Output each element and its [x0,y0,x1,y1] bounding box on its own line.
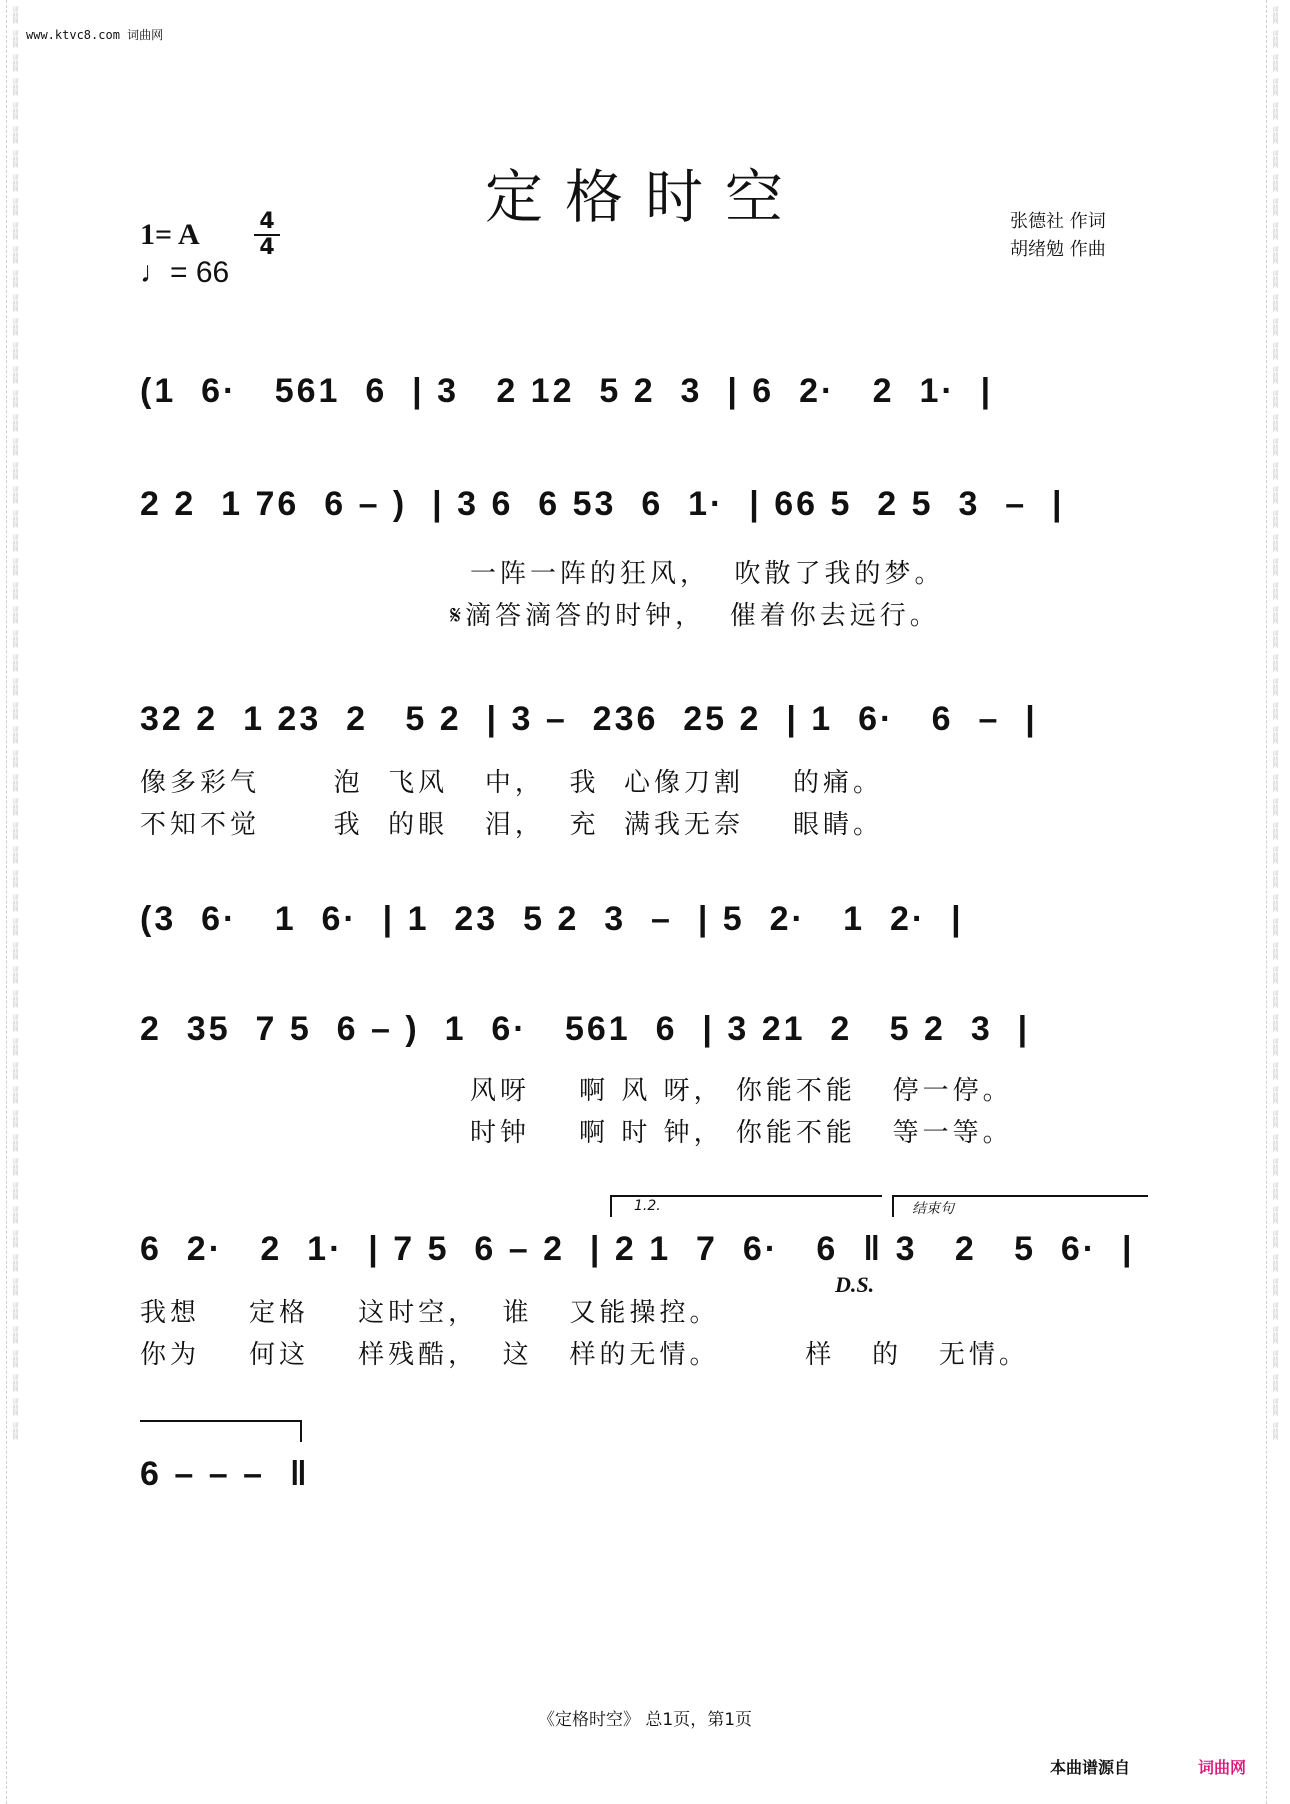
lyric-row-5-verse-2: 时钟 啊 时 钟， 你能不能 等一等。 [470,1118,1013,1148]
edge-watermark-text: 词曲网 [1271,270,1278,288]
edge-watermark-text: 词曲网 [1271,726,1278,744]
edge-watermark-text: 词曲网 [11,942,18,960]
edge-watermark-text: 词曲网 [11,486,18,504]
credits [1010,208,1106,264]
edge-watermark-text: 词曲网 [11,174,18,192]
lyric-row-3-verse-2: 不知不觉 我 的眼 泪， 充 满我无奈 眼睛。 [140,810,884,840]
edge-watermark-text: 词曲网 [1271,750,1278,768]
lyric-row-2-verse-1: 一阵一阵的狂风， 吹散了我的梦。 [470,559,945,589]
edge-watermark-text: 词曲网 [11,894,18,912]
edge-watermark-text: 词曲网 [1271,1350,1278,1368]
edge-watermark-text: 词曲网 [1271,678,1278,696]
edge-watermark-text: 词曲网 [1271,1398,1278,1416]
volta-ending-continuation [140,1420,302,1442]
notation-row-1: (1 6· 561 6 | 3 2 12 5 2 3 | 6 2· 2 1· | [140,372,994,410]
edge-watermark-text: 词曲网 [11,1206,18,1224]
edge-watermark-text: 词曲网 [1271,390,1278,408]
edge-watermark-text: 词曲网 [11,606,18,624]
edge-watermark-text: 词曲网 [11,126,18,144]
source-label: 本曲谱源自 [1050,1758,1131,1777]
notation-row-4: (3 6· 1 6· | 1 23 5 2 3 – | 5 2· 1 2· | [140,900,964,938]
edge-watermark-text: 词曲网 [11,414,18,432]
edge-watermark-text: 词曲网 [11,966,18,984]
edge-watermark-text: 词曲网 [11,822,18,840]
edge-watermark-text: 词曲网 [1271,54,1278,72]
edge-watermark-text: 词曲网 [1271,1230,1278,1248]
edge-watermark-text: 词曲网 [1271,606,1278,624]
lyric-row-6-verse-2: 你为 何这 样残酷， 这 样的无情。 样 的 无情。 [140,1340,1029,1370]
edge-watermark-text: 词曲网 [11,534,18,552]
edge-watermark-text: 词曲网 [11,1350,18,1368]
edge-watermark-text: 词曲网 [1271,222,1278,240]
page-footer: 《定格时空》 总1页，第1页 [537,1710,753,1730]
left-edge-watermark [6,0,25,1804]
edge-watermark-text: 词曲网 [1271,534,1278,552]
edge-watermark-text: 词曲网 [1271,462,1278,480]
edge-watermark-text: 词曲网 [1271,1278,1278,1296]
edge-watermark-text: 词曲网 [1271,558,1278,576]
edge-watermark-text: 词曲网 [11,54,18,72]
volta-ending-label: 结束句 [912,1201,954,1217]
edge-watermark-text: 词曲网 [1271,918,1278,936]
edge-watermark-text: 词曲网 [11,222,18,240]
edge-watermark-text: 词曲网 [11,750,18,768]
song-title: 定格时空 [484,163,805,231]
edge-watermark-text: 词曲网 [1271,246,1278,264]
edge-watermark-text: 词曲网 [11,1014,18,1032]
edge-watermark-text: 词曲网 [11,102,18,120]
site-watermark[interactable]: www.ktvc8.com 词曲网 [26,28,164,42]
edge-watermark-text: 词曲网 [11,1254,18,1272]
edge-watermark-text: 词曲网 [11,1086,18,1104]
lyric-row-6-verse-1: 我想 定格 这时空， 谁 又能操控。 [140,1298,720,1328]
edge-watermark-text: 词曲网 [11,990,18,1008]
notation-row-3: 32 2 1 23 2 5 2 | 3 – 236 25 2 | 1 6· 6 – | [140,700,1038,738]
edge-watermark-text: 词曲网 [11,582,18,600]
edge-watermark-text: 词曲网 [1271,870,1278,888]
edge-watermark-text: 词曲网 [11,510,18,528]
edge-watermark-text: 词曲网 [1271,438,1278,456]
edge-watermark-text: 词曲网 [11,462,18,480]
edge-watermark-text: 词曲网 [1271,102,1278,120]
edge-watermark-text: 词曲网 [11,1230,18,1248]
edge-watermark-text: 词曲网 [11,366,18,384]
edge-watermark-text: 词曲网 [11,294,18,312]
edge-watermark-text: 词曲网 [11,1062,18,1080]
edge-watermark-text: 词曲网 [11,270,18,288]
edge-watermark-text: 词曲网 [1271,1206,1278,1224]
edge-watermark-text: 词曲网 [1271,1038,1278,1056]
edge-watermark-text: 词曲网 [11,726,18,744]
time-signature: 4 4 [254,210,280,260]
edge-watermark-text: 词曲网 [1271,366,1278,384]
edge-watermark-text: 词曲网 [1271,894,1278,912]
edge-watermark-text: 词曲网 [1271,966,1278,984]
edge-watermark-text: 词曲网 [1271,990,1278,1008]
edge-watermark-text: 词曲网 [11,318,18,336]
edge-watermark-text: 词曲网 [11,246,18,264]
edge-watermark-text: 词曲网 [1271,126,1278,144]
edge-watermark-text: 词曲网 [11,1182,18,1200]
edge-watermark-text: 词曲网 [1271,510,1278,528]
edge-watermark-text: 词曲网 [11,342,18,360]
notation-row-2: 2 2 1 76 6 – ) | 3 6 6 53 6 1· | 66 5 2 5 3 – | [140,485,1065,523]
edge-watermark-text: 词曲网 [11,1038,18,1056]
edge-watermark-text: 词曲网 [11,1374,18,1392]
right-edge-watermark [1266,0,1285,1804]
edge-watermark-text: 词曲网 [11,702,18,720]
edge-watermark-text: 词曲网 [1271,630,1278,648]
edge-watermark-text: 词曲网 [11,1110,18,1128]
edge-watermark-text: 词曲网 [1271,414,1278,432]
edge-watermark-text: 词曲网 [1271,822,1278,840]
edge-watermark-text: 词曲网 [11,1398,18,1416]
lyric-row-3-verse-1: 像多彩气 泡 飞风 中， 我 心像刀割 的痛。 [140,768,884,798]
edge-watermark-text: 词曲网 [1271,582,1278,600]
edge-watermark-text: 词曲网 [11,654,18,672]
edge-watermark-text: 词曲网 [11,846,18,864]
lyric-row-2-verse-2: 𝄋滴答滴答的时钟， 催着你去远行。 [450,601,940,631]
edge-watermark-text: 词曲网 [11,774,18,792]
edge-watermark-text: 词曲网 [11,30,18,48]
edge-watermark-text: 词曲网 [1271,1254,1278,1272]
edge-watermark-text: 词曲网 [1271,1302,1278,1320]
edge-watermark-text: 词曲网 [11,78,18,96]
dal-segno-mark: D.S. [835,1272,875,1297]
edge-watermark-text: 词曲网 [1271,342,1278,360]
edge-watermark-text: 词曲网 [11,1422,18,1440]
volta-1-2-label: 1.2. [634,1198,661,1214]
edge-watermark-text: 词曲网 [1271,486,1278,504]
notation-row-6: 6 2· 2 1· | 7 5 6 – 2 | 2 1 7 6· 6 ‖ 3 2 5 6· | [140,1230,1135,1268]
edge-watermark-text: 词曲网 [11,6,18,24]
edge-watermark-text: 词曲网 [11,870,18,888]
edge-watermark-text: 词曲网 [11,1134,18,1152]
edge-watermark-text: 词曲网 [1271,798,1278,816]
edge-watermark-text: 词曲网 [11,390,18,408]
key-signature: 1= A [140,218,200,251]
edge-watermark-text: 词曲网 [1271,1182,1278,1200]
edge-watermark-text: 词曲网 [1271,150,1278,168]
edge-watermark-text: 词曲网 [1271,1086,1278,1104]
edge-watermark-text: 词曲网 [11,1278,18,1296]
edge-watermark-text: 词曲网 [11,630,18,648]
lyricist: 张德社 作词 [1010,211,1106,232]
lyric-row-5-verse-1: 风呀 啊 风 呀， 你能不能 停一停。 [470,1076,1013,1106]
edge-watermark-text: 词曲网 [1271,1062,1278,1080]
edge-watermark-text: 词曲网 [1271,1110,1278,1128]
brand-link[interactable]: 词曲网 [1198,1758,1247,1777]
edge-watermark-text: 词曲网 [1271,702,1278,720]
edge-watermark-text: 词曲网 [1271,654,1278,672]
composer: 胡绪勉 作曲 [1010,239,1106,260]
edge-watermark-text: 词曲网 [1271,6,1278,24]
edge-watermark-text: 词曲网 [1271,1014,1278,1032]
edge-watermark-text: 词曲网 [1271,30,1278,48]
tempo-mark: ♩= 66 [140,256,230,289]
edge-watermark-text: 词曲网 [1271,942,1278,960]
edge-watermark-text: 词曲网 [11,150,18,168]
edge-watermark-text: 词曲网 [11,678,18,696]
edge-watermark-text: 词曲网 [1271,1326,1278,1344]
edge-watermark-text: 词曲网 [11,798,18,816]
edge-watermark-text: 词曲网 [1271,1158,1278,1176]
edge-watermark-text: 词曲网 [11,438,18,456]
edge-watermark-text: 词曲网 [11,1326,18,1344]
edge-watermark-text: 词曲网 [1271,318,1278,336]
edge-watermark-text: 词曲网 [1271,846,1278,864]
edge-watermark-text: 词曲网 [11,1158,18,1176]
edge-watermark-text: 词曲网 [1271,294,1278,312]
edge-watermark-text: 词曲网 [1271,1374,1278,1392]
edge-watermark-text: 词曲网 [11,198,18,216]
notation-row-5: 2 35 7 5 6 – ) 1 6· 561 6 | 3 21 2 5 2 3 | [140,1010,1031,1048]
edge-watermark-text: 词曲网 [1271,1134,1278,1152]
edge-watermark-text: 词曲网 [11,558,18,576]
edge-watermark-text: 词曲网 [1271,198,1278,216]
edge-watermark-text: 词曲网 [11,1302,18,1320]
edge-watermark-text: 词曲网 [1271,774,1278,792]
edge-watermark-text: 词曲网 [1271,78,1278,96]
edge-watermark-text: 词曲网 [1271,174,1278,192]
notation-row-7: 6 – – – ‖ [140,1455,310,1493]
edge-watermark-text: 词曲网 [11,918,18,936]
edge-watermark-text: 词曲网 [1271,1422,1278,1440]
